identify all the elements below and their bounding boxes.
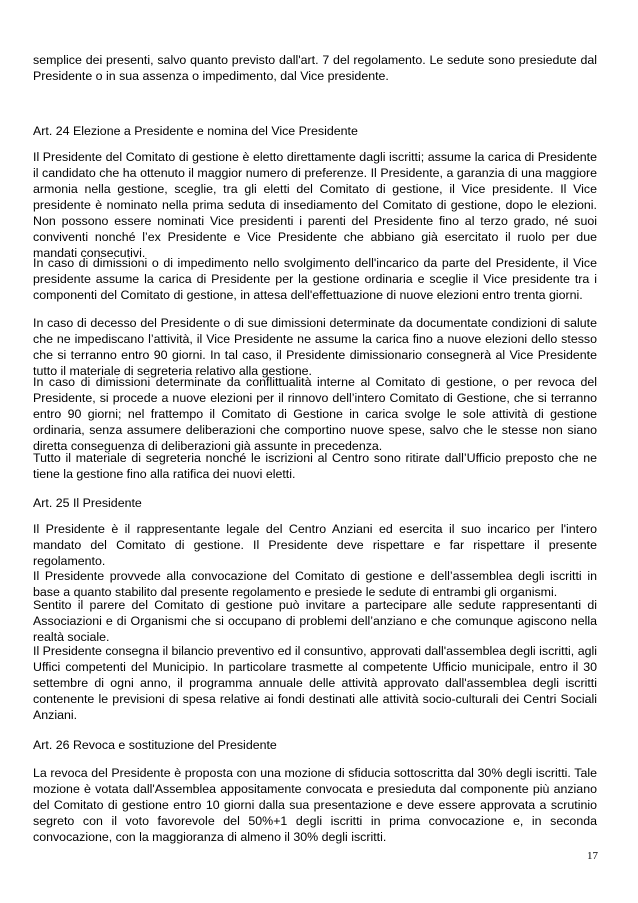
intro-paragraph: semplice dei presenti, salvo quanto previsto dall'art. 7 del regolamento. Le sedute sono presiedute dal Presidente o in sua assenza o impedimento, dal Vice presidente. xyxy=(33,53,597,83)
art26-heading: Art. 26 Revoca e sostituzione del Presidente xyxy=(33,738,277,752)
art25-paragraph-1: Il Presidente è il rappresentante legale del Centro Anziani ed esercita il suo incarico per l'intero mandato del Comitato di gestione. Il Presidente deve rispettare e far rispettare il presente regolamento. xyxy=(33,522,597,568)
art24-paragraph-4: In caso di dimissioni determinate da conflittualità interne al Comitato di gestione, o per revoca del Presidente, si procede a nuove elezioni per il rinnovo dell’intero Comitato di Gestione, che si terranno entro 90 giorni; nel frattempo il Comitato di Gestione in carica svolge le sole attività di gestione ordinaria, senza assumere deliberazioni che comportino nuove spese, salvo che le stesse non siano diretta conseguenza di deliberazioni già assunte in precedenza. xyxy=(33,375,597,453)
art24-paragraph-1: Il Presidente del Comitato di gestione è eletto direttamente dagli iscritti; assume la carica di Presidente il candidato che ha ottenuto il maggior numero di preferenze. Il Presidente, a garanzia di una maggiore armonia nella gestione, sceglie, tra gli eletti del Comitato di gestione, il Vice presidente. Il Vice presidente è nominato nella prima seduta di insediamento del Comitato di gestione, dopo le elezioni. Non possono essere nominati Vice presidenti i parenti del Presidente fino al terzo grado, né suoi conviventi nonché l’ex Presidente e Vice Presidente che abbiano già esercitato il ruolo per due mandati consecutivi. xyxy=(33,150,597,260)
art24-paragraph-3: In caso di decesso del Presidente o di sue dimissioni determinate da documentate condizioni di salute che ne impediscano l’attività, il Vice Presidente ne assume la carica fino a nuove elezioni dello stesso che si terranno entro 90 giorni. In tal caso, il Presidente dimissionario consegnerà al Vice Presidente tutto il materiale di segreteria relativo alla gestione. xyxy=(33,316,597,378)
art25-heading: Art. 25 Il Presidente xyxy=(33,496,142,510)
art25-paragraph-4: Il Presidente consegna il bilancio preventivo ed il consuntivo, approvati dall'assemblea degli iscritti, agli Uffici competenti del Municipio. In particolare trasmette al competente Ufficio municipale, entro il 30 settembre di ogni anno, il programma annuale delle attività approvato dall'assemblea degli iscritti contenente le previsioni di spesa relative ai fondi destinati alle attività socio-culturali dei Centri Sociali Anziani. xyxy=(33,644,597,722)
page-number: 17 xyxy=(587,850,598,862)
art24-paragraph-2: In caso di dimissioni o di impedimento nello svolgimento dell'incarico da parte del Presidente, il Vice presidente assume la carica di Presidente per la gestione ordinaria e sceglie il Vice presidente tra i componenti del Comitato di gestione, in attesa dell'effettuazione di nuove elezioni entro trenta giorni. xyxy=(33,256,597,302)
art25-paragraph-2: Il Presidente provvede alla convocazione del Comitato di gestione e dell’assemblea degli iscritti in base a quanto stabilito dal presente regolamento e presiede le sedute di entrambi gli organismi. xyxy=(33,569,597,599)
art25-paragraph-3: Sentito il parere del Comitato di gestione può invitare a partecipare alle sedute rappresentanti di Associazioni e di Organismi che si occupano di problemi dell’anziano e che comunque agiscono nella realtà sociale. xyxy=(33,598,597,644)
art26-paragraph-1: La revoca del Presidente è proposta con una mozione di sfiducia sottoscritta dal 30% degli iscritti. Tale mozione è votata dall'Assemblea appositamente convocata e presieduta dal componente più anziano del Comitato di gestione entro 10 giorni dalla sua presentazione e deve essere approvata a scrutinio segreto con il voto favorevole del 50%+1 degli iscritti in prima convocazione e, in seconda convocazione, con la maggioranza di almeno il 30% degli iscritti. xyxy=(33,766,597,844)
art24-heading: Art. 24 Elezione a Presidente e nomina del Vice Presidente xyxy=(33,124,358,138)
art24-paragraph-5: Tutto il materiale di segreteria nonché le iscrizioni al Centro sono ritirate dall’Ufficio preposto che ne tiene la gestione fino alla ratifica dei nuovi eletti. xyxy=(33,451,597,481)
